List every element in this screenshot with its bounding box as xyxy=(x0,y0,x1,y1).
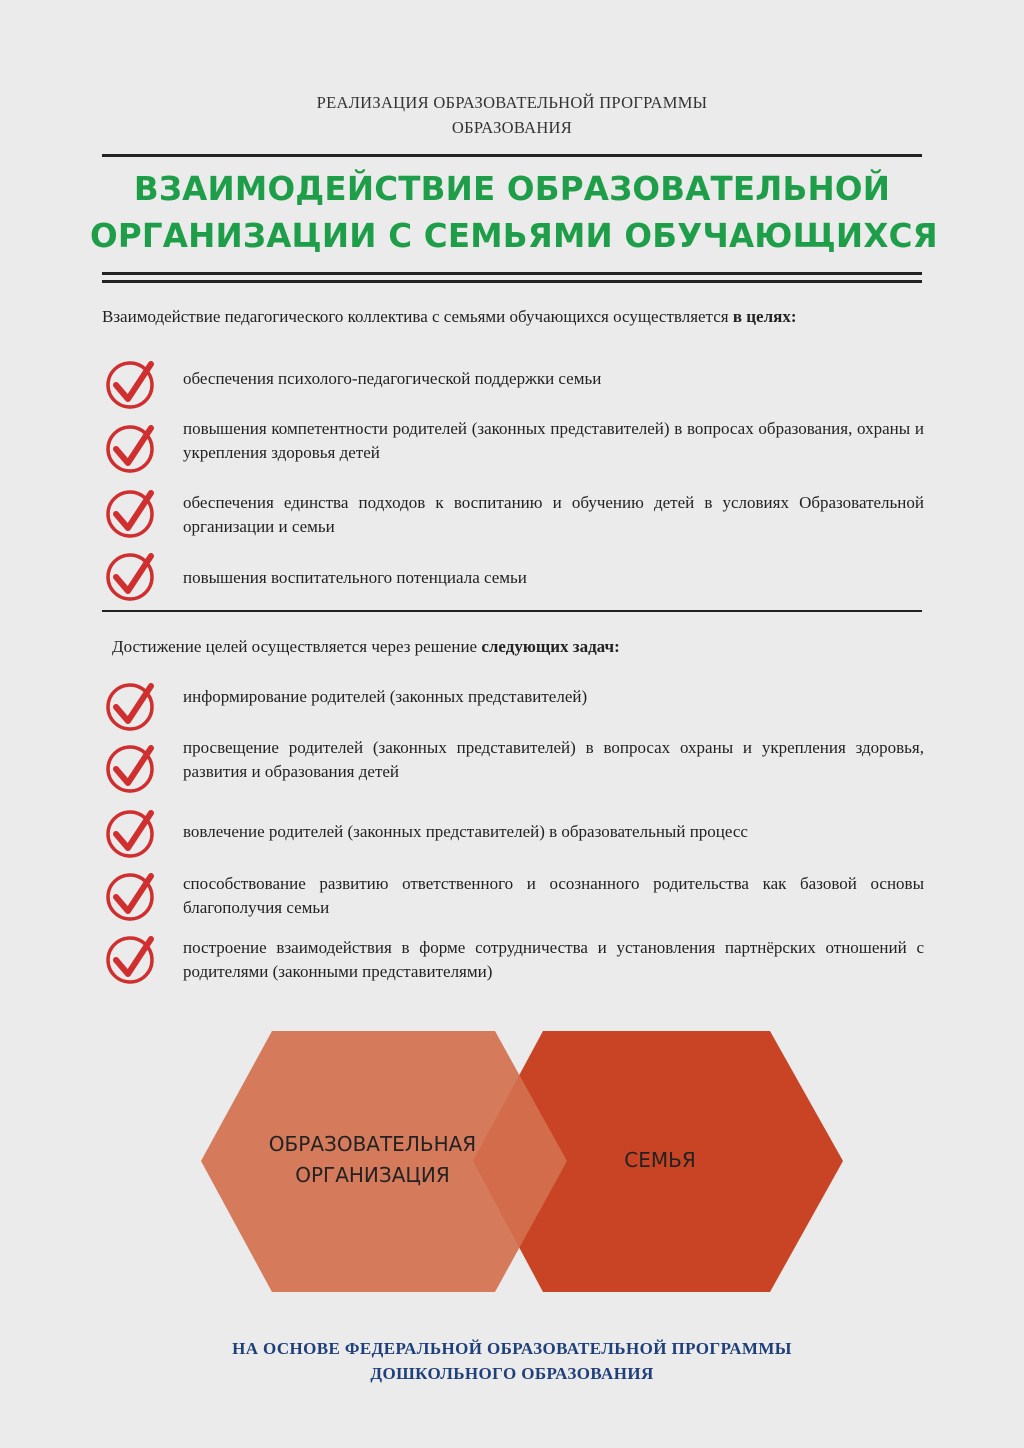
hexagon-diagram xyxy=(195,1025,855,1300)
checkmark-icon xyxy=(104,870,156,922)
checkmark-icon xyxy=(104,742,156,794)
title-line-2: ОРГАНИЗАЦИИ С СЕМЬЯМИ ОБУЧАЮЩИХСЯ xyxy=(90,217,938,255)
header-line-1: РЕАЛИЗАЦИЯ ОБРАЗОВАТЕЛЬНОЙ ПРОГРАММЫ xyxy=(316,93,708,112)
task-item-text: способствование развитию ответственного и осознанного родительства как базовой основы благополучия семьи xyxy=(183,874,924,917)
checkmark-icon xyxy=(104,358,156,410)
page-title xyxy=(90,166,938,260)
family-label: СЕМЬЯ xyxy=(624,1148,696,1172)
tasks-intro xyxy=(112,635,924,658)
header-line-2: ОБРАЗОВАНИЯ xyxy=(451,118,573,137)
organization-label-line-1: ОБРАЗОВАТЕЛЬНАЯ xyxy=(268,1132,477,1156)
title-bottom-divider-1 xyxy=(102,272,922,275)
tasks-intro-bold: следующих задач: xyxy=(481,637,620,656)
goals-intro-text: Взаимодействие педагогического коллектива с семьями обучающихся осуществляется xyxy=(102,307,729,326)
goals-intro-bold: в целях: xyxy=(732,307,797,326)
checkmark-icon xyxy=(104,550,156,602)
goal-item-text: обеспечения единства подходов к воспитанию и обучению детей в условиях Образовательной организации и семьи xyxy=(183,493,924,536)
goal-item-text: повышения компетентности родителей (законных представителей) в вопросах образования, охраны и укрепления здоровья детей xyxy=(183,419,924,462)
title-line-1: ВЗАИМОДЕЙСТВИЕ ОБРАЗОВАТЕЛЬНОЙ xyxy=(133,170,891,208)
footer-line-1: НА ОСНОВЕ ФЕДЕРАЛЬНОЙ ОБРАЗОВАТЕЛЬНОЙ ПРОГРАММЫ xyxy=(232,1339,792,1358)
title-top-divider xyxy=(102,154,922,157)
title-bottom-divider-2 xyxy=(102,280,922,283)
goal-item-text: обеспечения психолого-педагогической поддержки семьи xyxy=(183,369,602,388)
checkmark-icon xyxy=(104,680,156,732)
document-footer xyxy=(0,1336,1024,1386)
organization-label xyxy=(245,1129,500,1191)
document-header xyxy=(0,90,1024,140)
checkmark-icon xyxy=(104,422,156,474)
task-item-text: вовлечение родителей (законных представителей) в образовательный процесс xyxy=(183,822,748,841)
footer-line-2: ДОШКОЛЬНОГО ОБРАЗОВАНИЯ xyxy=(370,1364,654,1383)
checkmark-icon xyxy=(104,487,156,539)
goals-intro xyxy=(102,305,924,328)
checkmark-icon xyxy=(104,807,156,859)
goal-item-text: повышения воспитательного потенциала семьи xyxy=(183,568,527,587)
section-divider xyxy=(102,610,922,612)
task-item-text: просвещение родителей (законных представителей) в вопросах охраны и укрепления здоровья, развития и образования детей xyxy=(183,738,924,781)
organization-label-line-2: ОРГАНИЗАЦИЯ xyxy=(295,1163,450,1187)
tasks-intro-text: Достижение целей осуществляется через решение xyxy=(112,637,478,656)
task-item-text: информирование родителей (законных представителей) xyxy=(183,687,588,706)
checkmark-icon xyxy=(104,933,156,985)
task-item-text: построение взаимодействия в форме сотрудничества и установления партнёрских отношений с родителями (законными представителями) xyxy=(183,938,924,981)
